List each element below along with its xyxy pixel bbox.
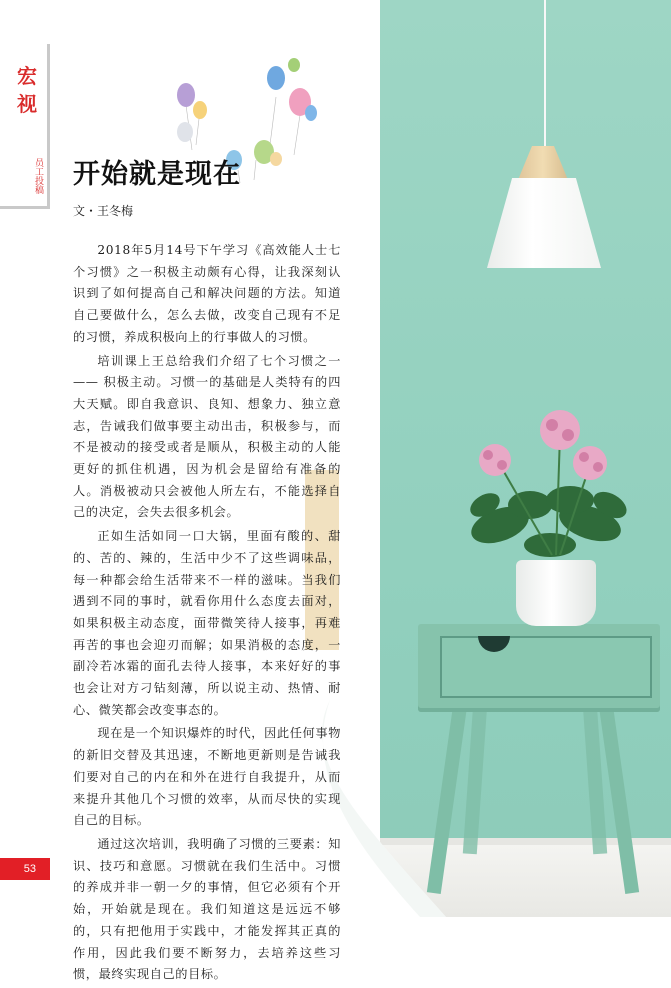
section-subtitle: 员工投稿 — [33, 158, 43, 194]
section-title: 宏视 — [17, 64, 37, 116]
paragraph: 培训课上王总给我们介绍了七个习惯之一 —— 积极主动。习惯一的基础是人类特有的四大天赋。即自我意识、良知、想象力、独立意志，告诫我们做事要主动出击，积极参与，而不是被动的接受或者是顺从，积极主动的人能更好的抓住机遇，因为机会是留给有准备的人。消极被动只会被他人所左右，不能选择自己的决定，会失去很多机会。 — [73, 353, 341, 520]
article-title: 开始就是现在 — [73, 159, 241, 190]
article-byline: 文・王冬梅 — [73, 204, 134, 218]
page-number: 53 — [0, 858, 50, 880]
paragraph: 现在是一个知识爆炸的时代，因此任何事物的新旧交替及其迅速，不断地更新则是告诫我们要对自己的内在和外在进行自我提升，从而来提升其他几个习惯的效率，从而尽快的实现自己的目标。 — [73, 726, 341, 828]
paragraph: 2018年5月14号下午学习《高效能人士七个习惯》之一积极主动颇有心得，让我深刻认识到了如何提高自己和解决问题的方法。知道自己要做什么，怎么去做，改变自己现有不足的习惯，养成积极向上的行事做人的习惯。 — [73, 243, 341, 344]
paragraph: 通过这次培训，我明确了习惯的三要素：知识、技巧和意愿。习惯就在我们生活中。习惯的养成并非一朝一夕的事情，但它必须有个开始，开始就是现在。我们知道这是远远不够的，只有把他用于实践中，才能发挥其正真的作用，因此我们要不断努力，去培养这些习惯，最终实现自己的目标。 — [73, 836, 341, 982]
article-body — [73, 240, 341, 988]
paragraph: 正如生活如同一口大锅，里面有酸的、甜的、苦的、辣的，生活中少不了这些调味品，每一种都会给生活带来不一样的滋味。当我们遇到不同的事时，就看你用什么态度去面对，如果积极主动态度，面带微笑待人接事，再难再苦的事也会迎刃而解；如果消极的态度，一副冷若冰霜的面孔去待人接事，本来好好的事也会让对方刁钻刻薄，所以说主动、热情、耐心、微笑都会改变事态的。 — [73, 529, 341, 717]
